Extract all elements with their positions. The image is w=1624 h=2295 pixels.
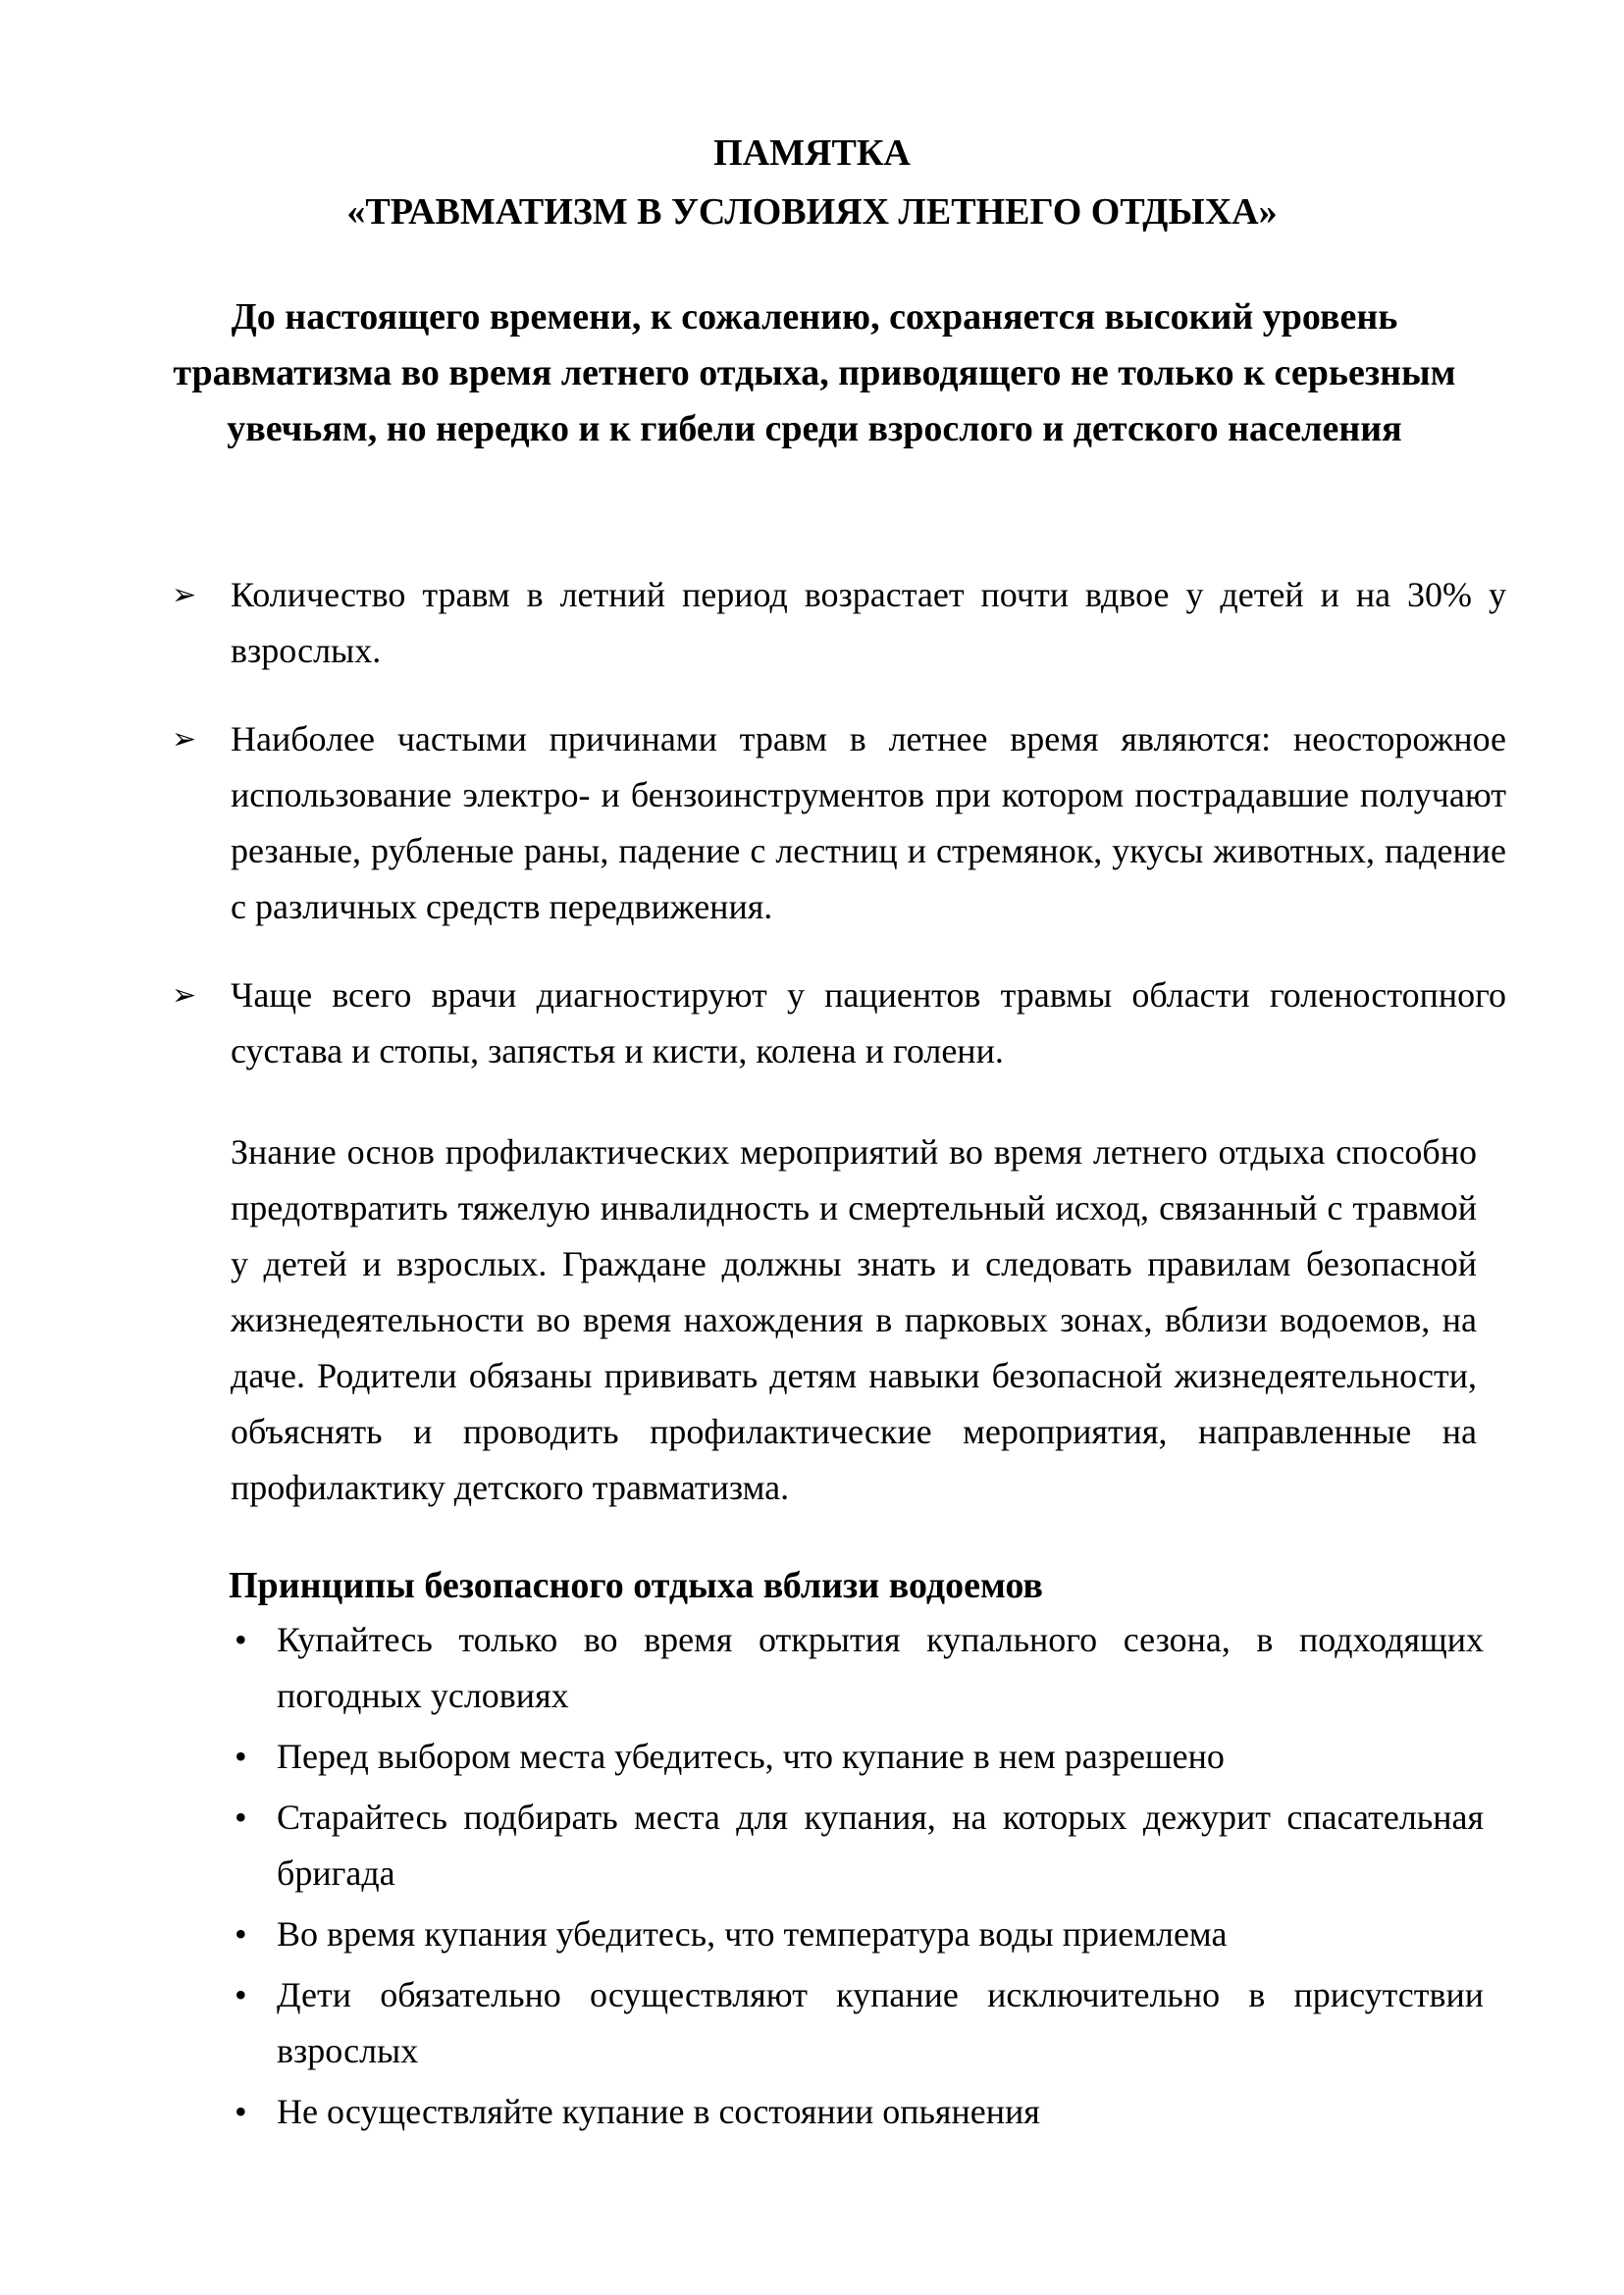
arrow-bullet-icon: ➢ [172, 722, 197, 756]
list-item-text: Дети обязательно осуществляют купание исключительно в присутствии взрослых [277, 1975, 1484, 2070]
list-item-text: Во время купания убедитесь, что температура воды приемлема [277, 1914, 1228, 1954]
document-title [0, 124, 1624, 241]
dot-bullet-list [152, 1612, 1484, 2145]
body-paragraph: Знание основ профилактических мероприятий во время летнего отдыха способно предотвратить тяжелую инвалидность и смертельный исход, связанный с травмой у детей и взрослых. Граждане должны знать и следовать правилам безопасной жизнедеятельности во время нахождения в парковых зонах, вблизи водоемов, на даче. Родители обязаны прививать детям навыки безопасной жизнедеятельности, объяснять и проводить профилактические мероприятия, направленные на профилактику детского травматизма. [231, 1132, 1477, 1507]
list-item [152, 2084, 1484, 2140]
dot-bullet-icon: • [235, 1737, 247, 1776]
list-item [152, 711, 1506, 935]
list-item [152, 1790, 1484, 1902]
list-item-text: Наиболее частыми причинами травм в летнее время являются: неосторожное использование электро- и бензоинструментов при котором пострадавшие получают резаные, рубленые раны, падение с лестниц и стремянок, укусы животных, падение с различных средств передвижения. [231, 719, 1506, 926]
title-line-2: «ТРАВМАТИЗМ В УСЛОВИЯХ ЛЕТНЕГО ОТДЫХА» [346, 191, 1278, 233]
list-item-text: Перед выбором места убедитесь, что купание в нем разрешено [277, 1737, 1225, 1776]
list-item-text: Количество травм в летний период возрастает почти вдвое у детей и на 30% у взрослых. [231, 575, 1506, 670]
arrow-bullet-icon: ➢ [172, 578, 197, 612]
list-item-text: Не осуществляйте купание в состоянии опьянения [277, 2092, 1040, 2131]
section-heading: Принципы безопасного отдыха вблизи водоемов [229, 1565, 1043, 1606]
list-item-text: Чаще всего врачи диагностируют у пациентов травмы области голеностопного сустава и стопы, запястья и кисти, колена и голени. [231, 975, 1506, 1070]
list-item [152, 967, 1506, 1079]
list-item [152, 1967, 1484, 2079]
list-item [152, 1612, 1484, 1724]
list-item-text: Купайтесь только во время открытия купального сезона, в подходящих погодных условиях [277, 1620, 1484, 1715]
dot-bullet-icon: • [235, 1975, 247, 2014]
dot-bullet-icon: • [235, 1798, 247, 1837]
list-item [152, 1729, 1484, 1785]
dot-bullet-icon: • [235, 2092, 247, 2131]
list-item [152, 1906, 1484, 1962]
dot-bullet-icon: • [235, 1914, 247, 1954]
title-line-1: ПАМЯТКА [713, 132, 911, 174]
arrow-bullet-list [152, 567, 1506, 1112]
dot-bullet-icon: • [235, 1620, 247, 1659]
list-item [152, 567, 1506, 679]
intro-paragraph: До настоящего времени, к сожалению, сохраняется высокий уровень травматизма во время летнего отдыха, приводящего не только к серьезным увечьям, но нередко и к гибели среди взрослого и детского населения [173, 296, 1456, 449]
arrow-bullet-icon: ➢ [172, 978, 197, 1013]
list-item-text: Старайтесь подбирать места для купания, на которых дежурит спасательная бригада [277, 1798, 1484, 1893]
